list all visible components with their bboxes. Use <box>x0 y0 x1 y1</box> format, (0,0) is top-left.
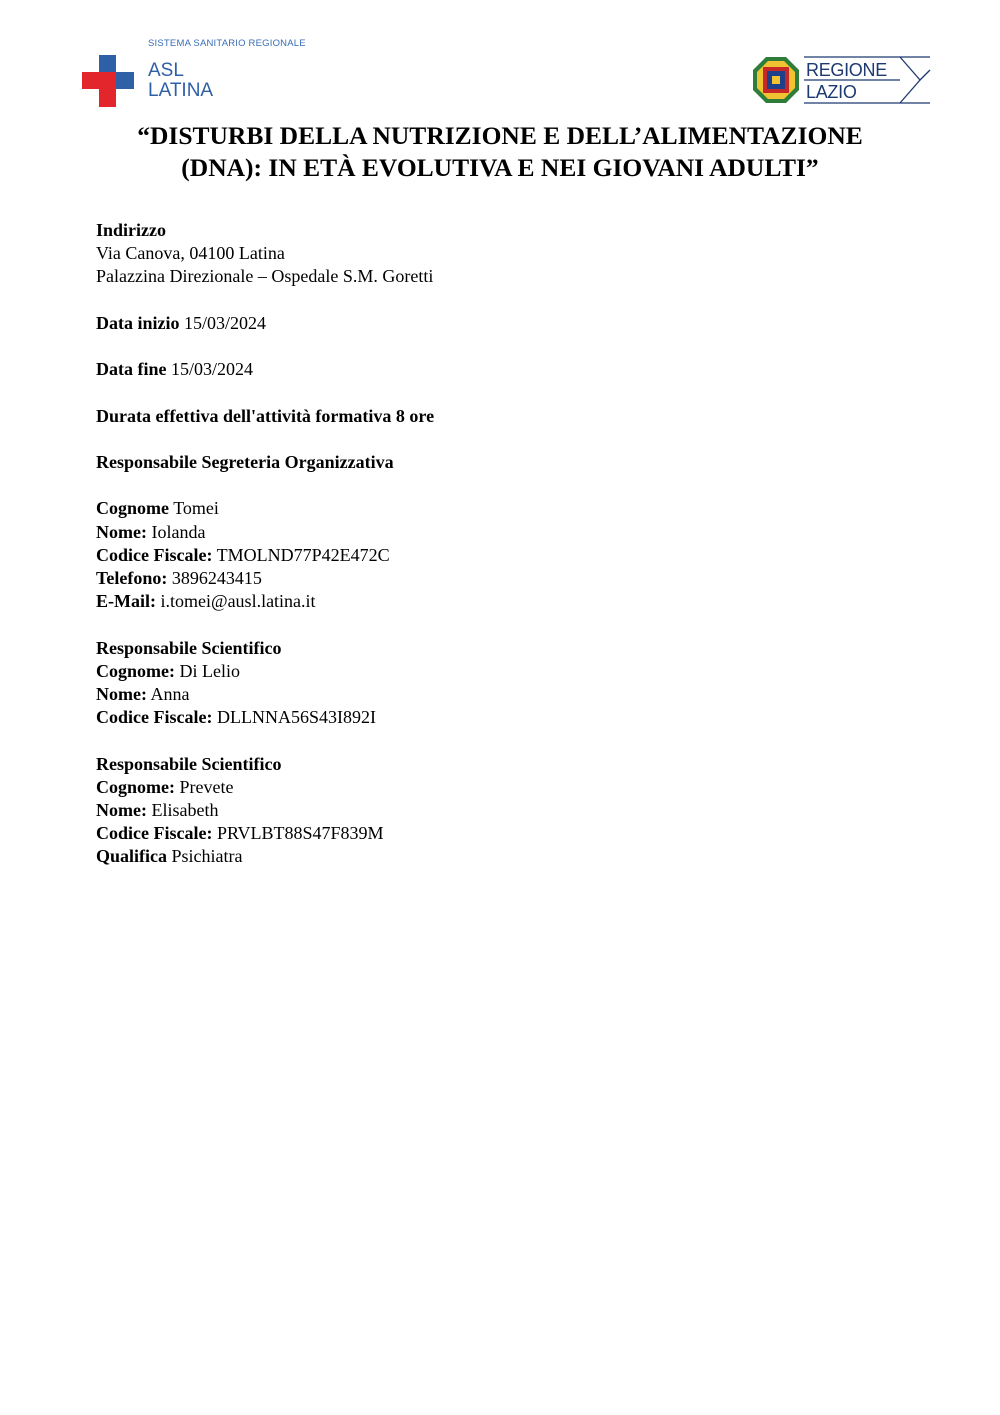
regione-lazio-logo <box>752 56 934 106</box>
asl-latina-logo <box>82 38 322 108</box>
address-line2: Palazzina Direzionale – Ospedale S.M. Goretti <box>96 266 434 287</box>
end-date-value: 15/03/2024 <box>171 359 254 380</box>
address-label: Indirizzo <box>96 220 166 240</box>
scientifico2-cognome: Cognome: Prevete <box>96 776 234 797</box>
title-line2: (DNA): IN ETÀ EVOLUTIVA E NEI GIOVANI ADULTI” <box>181 153 819 182</box>
start-date-label: Data inizio <box>96 312 180 333</box>
end-date-label: Data fine <box>96 359 167 380</box>
regione-text <box>806 59 887 103</box>
title-line1: “DISTURBI DELLA NUTRIZIONE E DELL’ALIMENTAZIONE <box>137 121 863 150</box>
address-line1: Via Canova, 04100 Latina <box>96 243 285 264</box>
page-header <box>0 0 1000 115</box>
regione-emblem-icon <box>752 56 800 104</box>
scientifico1-codice-fiscale: Codice Fiscale: DLLNNA56S43I892I <box>96 707 376 728</box>
scientifico2-qualifica: Qualifica Psichiatra <box>96 846 243 867</box>
red-cross-icon <box>82 55 134 107</box>
segreteria-codice-fiscale: Codice Fiscale: TMOLND77P42E472C <box>96 544 390 565</box>
scientifico2-nome: Nome: Elisabeth <box>96 799 219 820</box>
document-body <box>96 219 916 869</box>
scientifico2-codice-fiscale: Codice Fiscale: PRVLBT88S47F839M <box>96 823 384 844</box>
regione-line1: REGIONE <box>806 60 887 80</box>
asl-name <box>148 61 213 101</box>
segreteria-heading: Responsabile Segreteria Organizzativa <box>96 451 394 472</box>
asl-caption: SISTEMA SANITARIO REGIONALE <box>148 38 306 49</box>
end-date <box>96 358 916 381</box>
scientifico1-cognome: Cognome: Di Lelio <box>96 660 240 681</box>
segreteria-cognome: Cognome Tomei <box>96 498 219 519</box>
scientifico1-nome: Nome: Anna <box>96 683 190 704</box>
segreteria-email: E-Mail: i.tomei@ausl.latina.it <box>96 591 316 612</box>
scientifico2-heading: Responsabile Scientifico <box>96 753 282 774</box>
start-date <box>96 312 916 335</box>
start-date-value: 15/03/2024 <box>184 312 267 333</box>
asl-name-line2: LATINA <box>148 80 214 101</box>
duration: Durata effettiva dell'attività formativa 8 ore <box>96 405 435 426</box>
regione-line2: LAZIO <box>806 82 857 102</box>
segreteria-telefono: Telefono: 3896243415 <box>96 567 262 588</box>
scientifico1-heading: Responsabile Scientifico <box>96 637 282 658</box>
segreteria-nome: Nome: Iolanda <box>96 521 206 542</box>
document-title <box>60 120 940 184</box>
asl-name-line1: ASL <box>148 60 184 81</box>
